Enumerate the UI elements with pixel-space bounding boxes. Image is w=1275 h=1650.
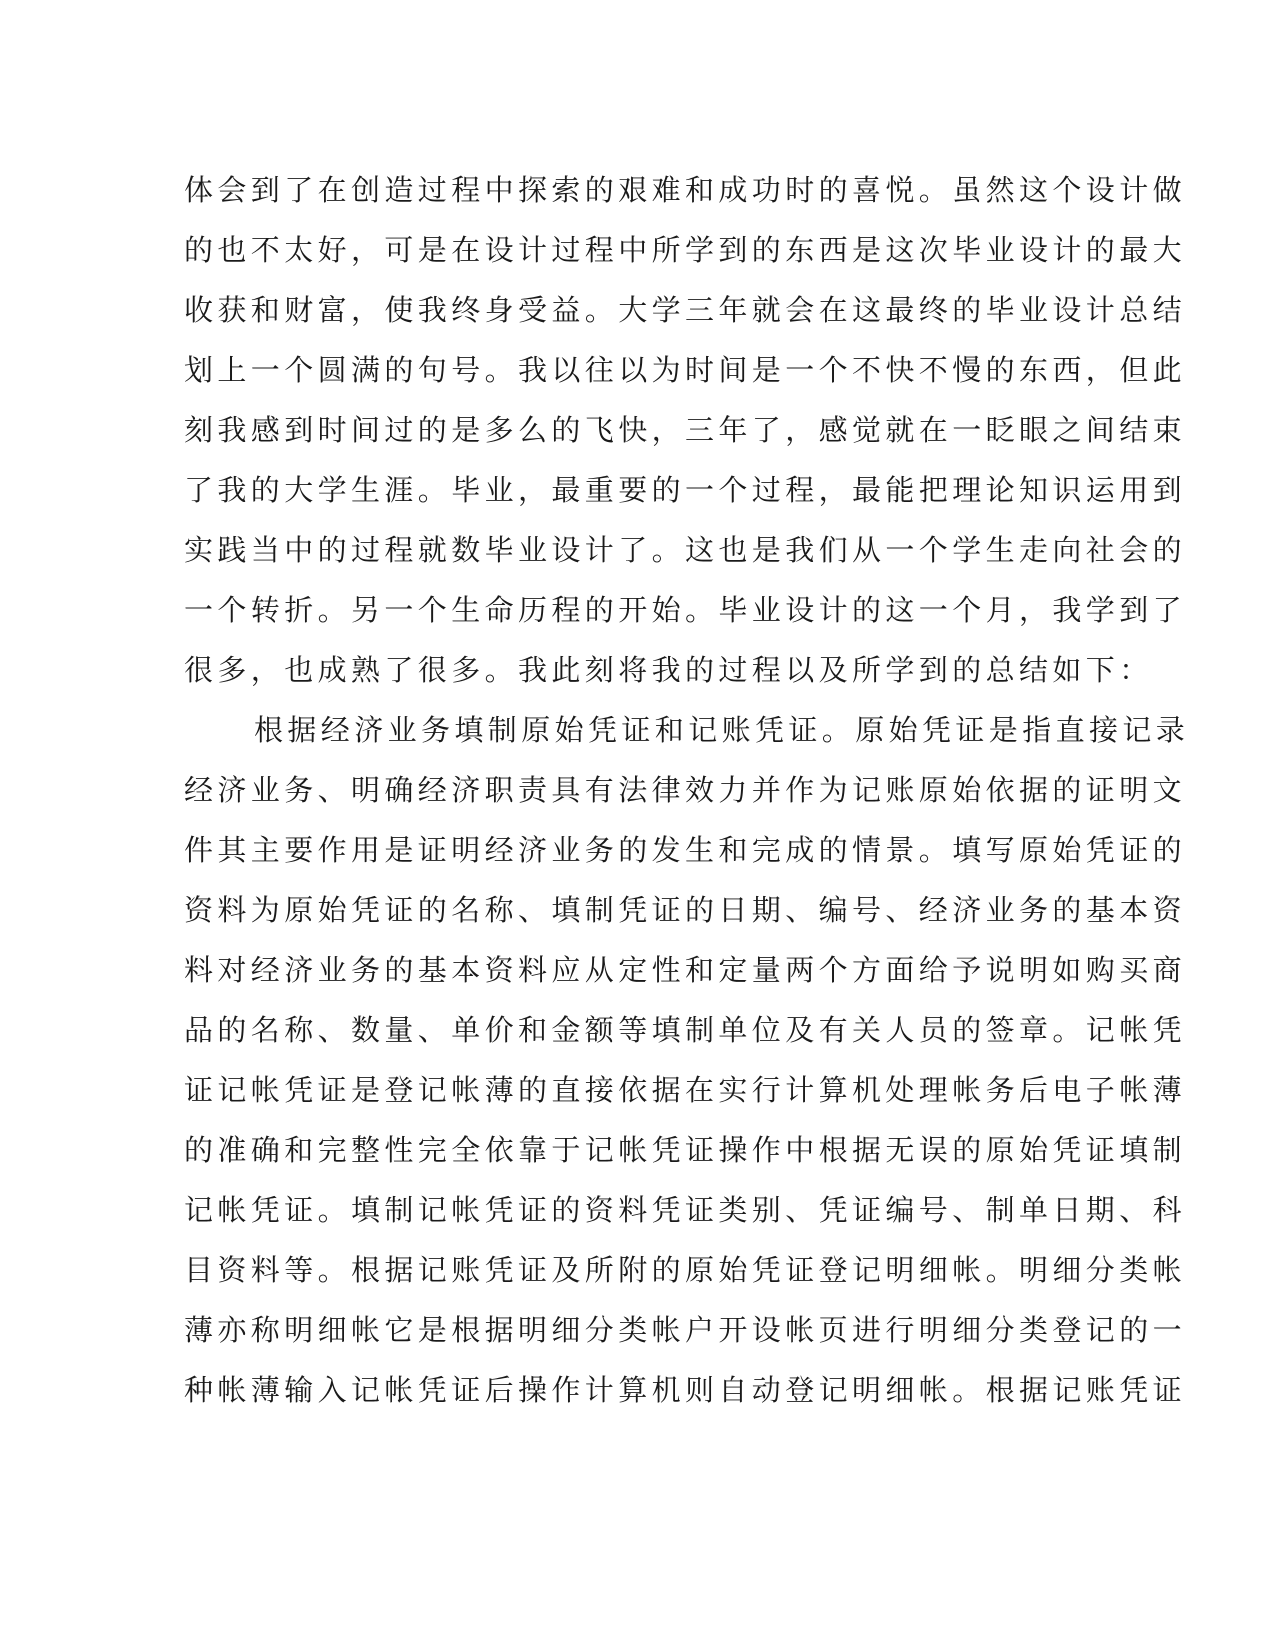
text-line-18: 记帐凭证。填制记帐凭证的资料凭证类别、凭证编号、制单日期、科 <box>184 1193 1187 1227</box>
body-text <box>184 160 1190 1420</box>
text-line-3: 收获和财富，使我终身受益。大学三年就会在这最终的毕业设计总结 <box>184 293 1187 327</box>
text-line-21: 种帐薄输入记帐凭证后操作计算机则自动登记明细帐。根据记账凭证 <box>184 1373 1187 1407</box>
paragraph-start-line: 根据经济业务填制原始凭证和记账凭证。原始凭证是指直接记录 <box>254 713 1190 747</box>
text-line-9: 很多，也成熟了很多。我此刻将我的过程以及所学到的总结如下： <box>184 653 1153 687</box>
text-line-8: 一个转折。另一个生命历程的开始。毕业设计的这一个月，我学到了 <box>184 593 1187 627</box>
text-line-7: 实践当中的过程就数毕业设计了。这也是我们从一个学生走向社会的 <box>184 533 1187 567</box>
text-line-19: 目资料等。根据记账凭证及所附的原始凭证登记明细帐。明细分类帐 <box>184 1253 1187 1287</box>
text-line-4: 划上一个圆满的句号。我以往以为时间是一个不快不慢的东西，但此 <box>184 353 1187 387</box>
text-line-11: 经济业务、明确经济职责具有法律效力并作为记账原始依据的证明文 <box>184 773 1187 807</box>
text-line-20: 薄亦称明细帐它是根据明细分类帐户开设帐页进行明细分类登记的一 <box>184 1313 1187 1347</box>
text-line-14: 料对经济业务的基本资料应从定性和定量两个方面给予说明如购买商 <box>184 953 1187 987</box>
text-line-2: 的也不太好，可是在设计过程中所学到的东西是这次毕业设计的最大 <box>184 233 1187 267</box>
text-line-5: 刻我感到时间过的是多么的飞快，三年了，感觉就在一眨眼之间结束 <box>184 413 1187 447</box>
text-line-1: 体会到了在创造过程中探索的艰难和成功时的喜悦。虽然这个设计做 <box>184 173 1187 207</box>
text-line-12: 件其主要作用是证明经济业务的发生和完成的情景。填写原始凭证的 <box>184 833 1187 867</box>
text-line-13: 资料为原始凭证的名称、填制凭证的日期、编号、经济业务的基本资 <box>184 893 1187 927</box>
text-line-16: 证记帐凭证是登记帐薄的直接依据在实行计算机处理帐务后电子帐薄 <box>184 1073 1187 1107</box>
text-line-17: 的准确和完整性完全依靠于记帐凭证操作中根据无误的原始凭证填制 <box>184 1133 1187 1167</box>
text-line-15: 品的名称、数量、单价和金额等填制单位及有关人员的签章。记帐凭 <box>184 1013 1187 1047</box>
text-line-6: 了我的大学生涯。毕业，最重要的一个过程，最能把理论知识运用到 <box>184 473 1187 507</box>
